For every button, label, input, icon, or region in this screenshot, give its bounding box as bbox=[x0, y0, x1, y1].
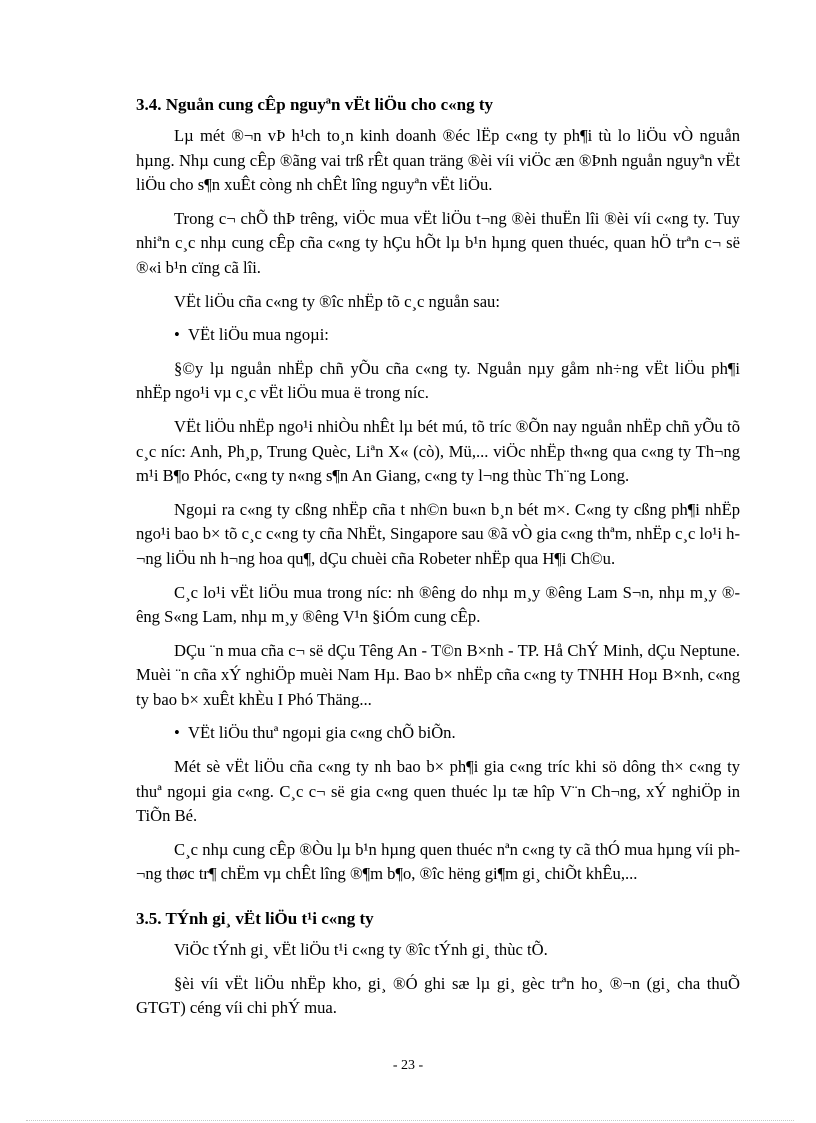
paragraph: ViÖc tÝnh gi¸ vËt liÖu t¹i c«ng ty ®îc tÝnh gi¸ thùc tÕ. bbox=[174, 940, 548, 960]
bullet-item bbox=[174, 721, 740, 746]
paragraph: VËt liÖu nhËp ngo¹i nhiÒu nhÊt lµ bét mú, tõ tríc ®Õn nay nguån nhËp chñ yÕu tõ c¸c níc: Anh, Ph¸p, Trung Quèc, Liªn X« (cò), Mü,... viÖc nhËp th«ng qua c«ng ty Th¬ng m¹i B¶o Phóc, c«ng ty n«ng s¶n An Giang, c«ng ty l¬ng thùc Th¨ng Long. bbox=[136, 416, 740, 486]
paragraph: §©y lµ nguån nhËp chñ yÕu cña c«ng ty. Nguån nµy gåm nh÷ng vËt liÖu ph¶i nhËp ngo¹i vµ c¸c vËt liÖu mua ë trong níc. bbox=[136, 358, 740, 403]
paragraph: Trong c¬ chÕ thÞ trêng, viÖc mua vËt liÖu t¬ng ®èi thuËn lîi ®èi víi c«ng ty. Tuy nhiªn c¸c nhµ cung cÊp cña c«ng ty hÇu hÕt lµ b¹n hµng quen thuéc, quan hÖ trªn c¬ së ®«i b¹n cïng cã lîi. bbox=[136, 208, 740, 277]
paragraph: §èi víi vËt liÖu nhËp kho, gi¸ ®Ó ghi sæ lµ gi¸ gèc trªn ho¸ ®¬n (gi¸ cha thuÕ GTGT) céng víi chi phÝ mua. bbox=[136, 973, 740, 1018]
page-bottom-divider bbox=[26, 1120, 794, 1121]
bullet-icon: • bbox=[174, 723, 180, 743]
bullet-text: VËt liÖu mua ngoµi: bbox=[188, 325, 329, 345]
bullet-text: VËt liÖu thuª ngoµi gia c«ng chÕ biÕn. bbox=[188, 723, 456, 743]
section-heading: 3.5. TÝnh gi¸ vËt liÖu t¹i c«ng ty bbox=[136, 909, 374, 929]
paragraph: C¸c lo¹i vËt liÖu mua trong níc: nh ®êng do nhµ m¸y ®êng Lam S¬n, nhµ m¸y ®êng S«ng Lam, nhµ m¸y ®êng V¹n §iÓm cung cÊp. bbox=[136, 582, 740, 627]
paragraph: Mét sè vËt liÖu cña c«ng ty nh bao b× ph¶i gia c«ng tríc khi sö dông th× c«ng ty thuª ngoµi gia c«ng. C¸c c¬ së gia c«ng quen thuéc lµ tæ hîp V¨n Ch¬ng, xÝ nghiÖp in TiÕn Bé. bbox=[136, 757, 740, 826]
page-content bbox=[136, 92, 740, 1030]
page-number: - 23 - bbox=[392, 1058, 424, 1073]
section-gap bbox=[136, 896, 740, 906]
paragraph: Lµ mét ®¬n vÞ h¹ch to¸n kinh doanh ®éc lËp c«ng ty ph¶i tù lo liÖu vÒ nguån hµng. Nhµ cung cÊp ®ãng vai trß rÊt quan träng ®èi víi viÖc æn ®Þnh nguån nguyªn vËt liÖu cho s¶n xuÊt còng nh chÊt lîng nguyªn vËt liÖu. bbox=[136, 126, 740, 195]
paragraph: Ngoµi ra c«ng ty cßng nhËp cña t nh©n bu«n b¸n bét m×. C«ng ty cßng ph¶i nhËp ngo¹i bao b× tõ c¸c c«ng ty cña NhËt, Singapore sau ®ã vÒ gia c«ng thªm, nhËp c¸c lo¹i h¬ng liÖu nh h¬ng hoa qu¶, dÇu chuèi cña Robeter nhËp qua H¶i Ch©u. bbox=[136, 499, 740, 568]
bullet-icon: • bbox=[174, 325, 180, 345]
section-heading: 3.4. Nguån cung cÊp nguyªn vËt liÖu cho c«ng ty bbox=[136, 95, 493, 114]
paragraph: DÇu ¨n mua cña c¬ së dÇu Têng An - T©n B×nh - TP. Hå ChÝ Minh, dÇu Neptune. Muèi ¨n cña xÝ nghiÖp muèi Nam Hµ. Bao b× nhËp cña c«ng ty TNHH Hoµ B×nh, c«ng ty bao b× xuÊt khÈu I Phó Thäng... bbox=[136, 640, 740, 709]
paragraph: VËt liÖu cña c«ng ty ®îc nhËp tõ c¸c nguån sau: bbox=[174, 291, 500, 311]
paragraph: C¸c nhµ cung cÊp ®Òu lµ b¹n hµng quen thuéc nªn c«ng ty cã thÓ mua hµng víi ph¬ng thøc tr¶ chËm vµ chÊt lîng ®¶m b¶o, ®îc hëng gi¶m gi¸ chiÕt khÊu,... bbox=[136, 839, 740, 884]
bullet-item bbox=[174, 323, 740, 348]
